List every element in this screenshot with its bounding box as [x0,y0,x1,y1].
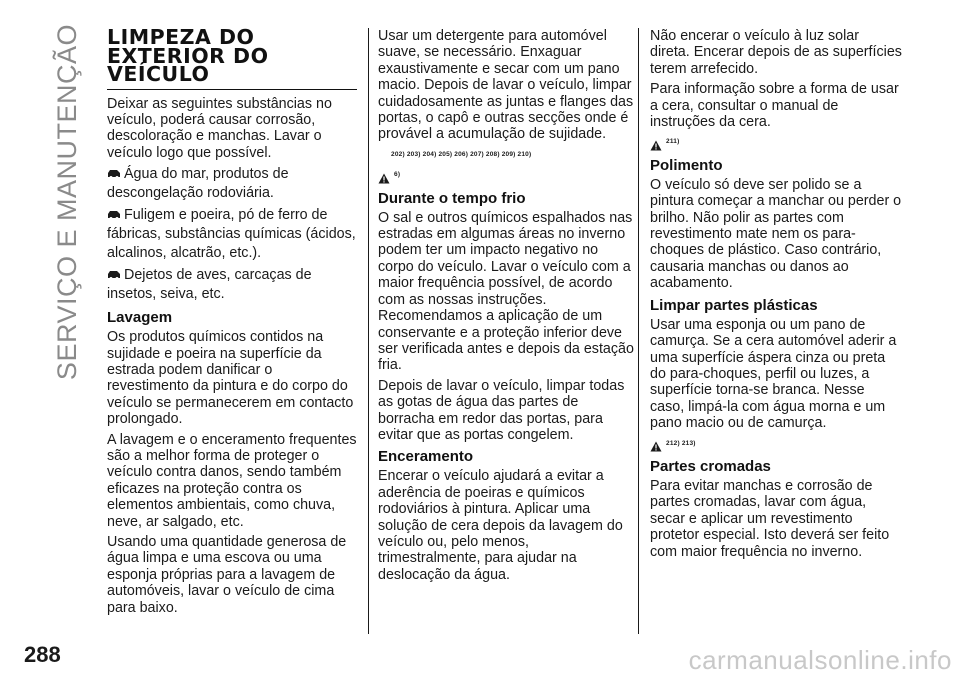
car-bullet-icon [107,209,121,220]
lavagem-paragraph-1: Os produtos químicos contidos na sujidade e poeira na superfície da estrada podem danificar o revestimento da pintura e do corpo do veículo se permanecerem em contacto prolongado. [107,329,354,428]
enceramento-paragraph: Encerar o veículo ajudará a evitar a aderência de poeiras e químicos rodoviários à pintura. Aplicar uma solução de cera depois da lavagem do veículo ou, pelo menos, trimestralmente, para ajudar na deslocação da água. [378,468,623,583]
warning-reference: 212) 213) [666,439,696,447]
frio-paragraph-1: O sal e outros químicos espalhados nas estradas em algumas áreas no inverno podem ter um impacto negativo no corpo do veículo. Lavar o veículo com a maior frequência possível, de acordo com as nossas instruções. Recomendamos a aplicação de um conservante e a proteção inferior deve ser verificada antes e depois da estação fria. [378,209,634,374]
frio-paragraph-2: Depois de lavar o veículo, limpar todas as gotas de água das partes de borracha em redor das portas, para evitar que as portas congelem. [378,377,625,443]
section-side-title-text: SERVIÇO E MANUTENÇÃO [51,24,82,381]
bullet-text: Dejetos de aves, carcaças de insetos, seiva, etc. [107,267,312,303]
warning-references: 202) 203) 204) 205) 206) 207) 208) 209) 210) [391,150,532,158]
cromadas-heading: Partes cromadas [650,457,771,475]
bullet-text: Água do mar, produtos de descongelação rodoviária. [107,166,289,202]
plasticas-paragraph: Usar uma esponja ou um pano de camurça. Se a cera automóvel aderir a uma superfície áspera cinza ou preta do para-choques, perfil ou luzes, a superfície torna-se branca. Nesse caso, limpá-la com água morna e um pano macio ou de camurça. [650,316,897,432]
page-number: 288 [24,642,61,667]
cromadas-paragraph: Para evitar manchas e corrosão de partes cromadas, lavar com água, secar e aplicar um revestimento protetor especial. Isto deverá ser feito com maior frequência no inverno. [650,477,890,560]
warning-reference-row [650,436,902,452]
column-divider-1 [368,28,369,634]
polimento-paragraph: O veículo só deve ser polido se a pintura começar a manchar ou perder o brilho. Não polir as partes com revestimento mate nem os para-choques de plástico. Caso contrário, causaria manchas ou danos ao acabamento. [650,176,902,292]
lavagem-heading: Lavagem [107,309,173,327]
intro-paragraph: Deixar as seguintes substâncias no veículo, poderá causar corrosão, descoloração e manchas. Lavar o veículo logo que possível. [107,95,332,161]
page-title-line-2: EXTERIOR DO [107,43,269,68]
page-title [107,25,357,90]
car-bullet-icon [107,168,121,179]
car-bullet-icon [107,269,121,280]
page-title-line-1: LIMPEZA DO [107,25,255,49]
bullet-item [107,266,357,304]
caution-reference: 6) [394,171,401,179]
bullet-item [107,165,357,203]
polimento-heading: Polimento [650,156,723,174]
cera-info-paragraph: Para informação sobre a forma de usar a cera, consultar o manual de instruções da cera. [650,81,899,131]
caution-reference-row [378,167,634,183]
warning-triangle-icon [650,441,662,452]
section-side-title [50,24,84,624]
plasticas-heading: Limpar partes plásticas [650,296,818,314]
detergente-paragraph: Usar um detergente para automóvel suave, se necessário. Enxaguar exaustivamente e secar com um pano macio. Depois de lavar o veículo, limpar cuidadosamente as juntas e flanges das portas, o capô e outras secções onde é provável a acumulação de sujidade. [378,28,634,143]
column-1 [107,25,357,620]
bullet-text: Fuligem e poeira, pó de ferro de fábricas, substâncias químicas (ácidos, alcalinos, alcatrão, etc.). [107,207,356,262]
site-watermark: carmanualsonline.info [688,645,952,675]
warning-reference-row [650,134,902,150]
warning-triangle-icon [650,140,662,151]
enceramento-heading: Enceramento [378,448,474,466]
bullet-item [107,206,357,263]
warning-reference: 211) [666,138,680,146]
frio-heading: Durante o tempo frio [378,189,526,207]
warning-triangle-icon [378,173,390,184]
column-3 [650,28,902,564]
lavagem-paragraph-2: A lavagem e o enceramento frequentes são a melhor forma de proteger o veículo contra danos, sendo também eficazes na proteção contra os elementos ambientais, como chuva, neve, ar salgado, etc. [107,431,357,530]
lavagem-paragraph-3: Usando uma quantidade generosa de água limpa e uma escova ou uma esponja próprias para a lavagem de automóveis, lavar o veículo de cima para baixo. [107,534,347,616]
page-title-line-3: VEÍCULO [107,62,210,86]
column-2 [378,28,634,587]
sol-paragraph: Não encerar o veículo à luz solar direta. Encerar depois de as superfícies terem arrefecido. [650,28,902,77]
column-divider-2 [638,28,639,634]
